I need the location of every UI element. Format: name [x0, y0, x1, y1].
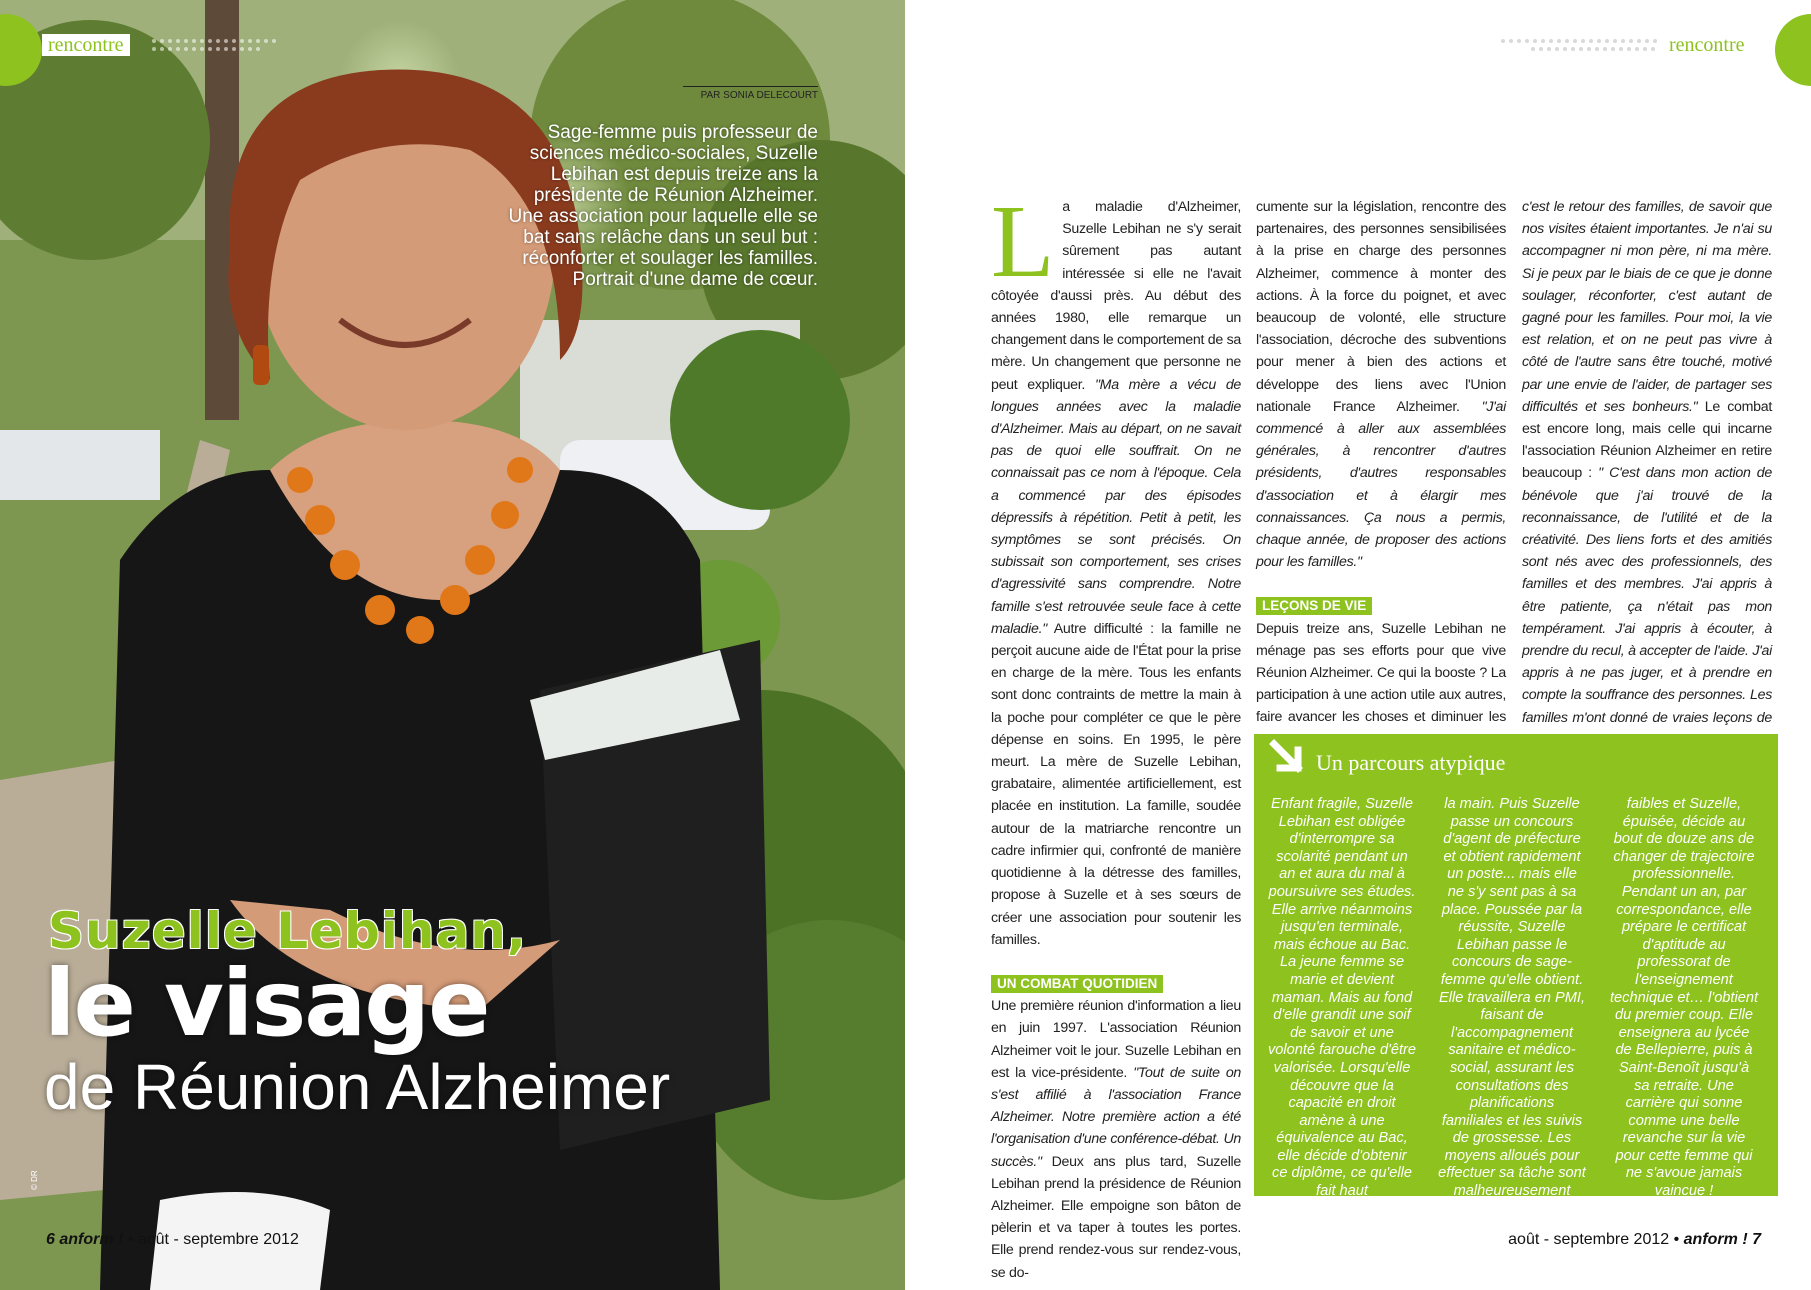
col1-para4: Deux ans plus tard, Suzelle Lebihan prend la présidence de Réunion Alzheimer. Elle empoigne son bâton de pèlerin et va taper à toutes les portes. Elle prend rendez-vous sur rendez-vous, se do- [991, 1153, 1241, 1281]
article-column-2 [1256, 196, 1506, 773]
byline: PAR SONIA DELECOURT [683, 86, 818, 101]
folio-right-date: août - septembre 2012 • [1508, 1231, 1680, 1248]
section-tab-marker-right [1775, 14, 1811, 86]
folio-left [46, 1231, 299, 1249]
right-page [905, 0, 1811, 1290]
folio-left-date: août - septembre 2012 [133, 1231, 299, 1248]
section-tag: rencontre [42, 34, 130, 56]
folio-left-number: 6 [46, 1231, 55, 1248]
col1-quote2: "Tout de suite on s'est affilié à l'association France Alzheimer. Notre première action a été l'organisation d'une conférence-débat. Un succès." [991, 1064, 1241, 1170]
col3-quote2: " C'est dans mon action de bénévole que j'ai trouvé de la reconnaissance, de l'utilité et de la créativité. Des liens forts et des amitiés sont nés avec des professionnels, des familles et des membres. J'ai appris à être patiente, ça n'était pas mon tempérament. J'ai appris à écouter, à prendre du recul, à accepter de l'aide. J'ai appris à ne pas juger, et à prendre en compte la souffrance des personnes. Les familles m'ont donné de vraies leçons de [1522, 465, 1772, 726]
decorative-dots [150, 37, 400, 53]
folio-right [1508, 1231, 1761, 1249]
folio-left-mag: anform ! • [59, 1231, 134, 1248]
col3-para1: Le combat est encore long, mais celle qui incarne l'association Réunion Alzheimer en retire beaucoup : [1522, 398, 1772, 482]
col2-para1: cumente sur la législation, rencontre des partenaires, des personnes sensibilisées à la prise en charge des personnes Alzheimer, commence à monter des actions. À la force du poignet, et avec beaucoup de volonté, elle structure l'association, décroche des subventions pour mener à bien des actions et développe des liens avec l'Union nationale France Alzheimer. [1256, 199, 1506, 415]
title-main: le visage [44, 950, 489, 1057]
folio-right-mag: anform ! [1679, 1231, 1748, 1248]
box-column-2: la main. Puis Suzelle passe un concours d'agent de préfecture et obtient rapidement un poste... mais elle ne s'y sent pas à sa place. Poussée par la réussite, Suzelle Lebihan passe le concours de sage-femme qu'elle obtient. Elle travaillera en PMI, faisant de l'accompagnement sanitaire et médico-social, assurant les consultations des planifications familiales et les suivis de grossesse. Les moyens alloués pour effectuer sa tâche sont malheureusement [1438, 796, 1586, 1200]
decorative-dots-right [1383, 37, 1663, 53]
subhead-combat: UN COMBAT QUOTIDIEN [991, 975, 1163, 993]
article-column-1 [991, 184, 1242, 1284]
drop-cap: L [991, 184, 1055, 299]
col1-para3: Une première réunion d'information a lieu en juin 1997. L'association Réunion Alzheimer voit le jour. Suzelle Lebihan en est la vice-présidente. [991, 998, 1241, 1081]
title-name: Suzelle Lebihan, [48, 902, 527, 960]
title-sub: de Réunion Alzheimer [44, 1051, 671, 1123]
col1-para2: Autre difficulté : la famille ne perçoit aucune aide de l'État pour la prise en charge de la mère. Tous les enfants sont donc contraints de mettre la main à la poche pour compléter ce que le père dépense en soins. En 1995, le père meurt. La mère de Suzelle Lebihan, grabataire, alimentée artificiellement, est placée en institution. La famille, soudée autour de la matriarche rencontre un cadre infirmier qui, confronté de manière quotidienne à la détresse des familles, propose à Suzelle et à ses sœurs de créer une association pour soutenir les familles. [991, 620, 1241, 948]
article-column-3 [1522, 196, 1772, 751]
col1-quote1: "Ma mère a vécu de longues années avec la maladie d'Alzheimer. Mais au départ, on ne savait pas de quoi elle souffrait. On ne connaissait pas ce nom à l'époque. Cela a commencé par des épisodes dépressifs à répétition. Petit à petit, les symptômes se sont précisés. On subissait son comportement, ses crises d'agressivité sans comprendre. Notre famille s'est retrouvée seule face à cette maladie." [991, 376, 1242, 637]
box-column-1: Enfant fragile, Suzelle Lebihan est obligée d'interrompre sa scolarité pendant un an et aura du mal à poursuivre ses études. Elle arrive néanmoins jusqu'en terminale, mais échoue au Bac. La jeune femme se marie et devient maman. Mais au fond d'elle grandit une soif de savoir et une volonté farouche d'être valorisée. Lorsqu'elle découvre que la capacité en droit amène à une équivalence au Bac, elle décide d'obtenir ce diplôme, ce qu'elle fait haut [1268, 796, 1417, 1200]
col2-para2: Depuis treize ans, Suzelle Lebihan ne ménage pas ses efforts pour que vive Réunion Alzheimer. Ce qui la booste ? La participation à une action utile aux autres, faire avancer les choses et diminuer les [1256, 620, 1506, 726]
intro-text: Sage-femme puis professeur de sciences médico-sociales, Suzelle Lebihan est depuis treize ans la présidente de Réunion Alzheimer. Une association pour laquelle elle se bat sans relâche dans un seul but : réconforter et soulager les familles. Portrait d'une dame de cœur. [508, 122, 818, 290]
folio-right-number: 7 [1747, 1231, 1761, 1248]
box-column-3: faibles et Suzelle, épuisée, décide au bout de douze ans de changer de trajectoire professionnelle. Pendant un an, par correspondance, elle prépare le certificat d'aptitude au professorat de l'enseignement technique et… l'obtient du premier coup. Elle enseignera au lycée de Bellepierre, puis à Saint-Benoît jusqu'à sa retraite. Une carrière qui sonne comme une belle revanche sur la vie pour cette femme qui ne s'avoue jamais vaincue ! [1610, 796, 1759, 1200]
section-tag-right: rencontre [1663, 34, 1751, 56]
col3-quote1: c'est le retour des familles, de savoir que nos visites étaient importantes. Je n'ai su accompagner ni mon père, ni ma mère. Si je peux par le biais de ce que je donne soulager, réconforter, c'est autant de gagné pour les familles. Pour moi, la vie est relation, et on ne peut pas vivre à côté de l'autre sans être touché, motivé par une envie de l'aider, de partager ses difficultés et ses bonheurs." [1522, 199, 1772, 415]
box-title: Un parcours atypique [1316, 750, 1506, 775]
col1-para1: a maladie d'Alzheimer, Suzelle Lebihan ne s'y serait sûrement pas autant intéressée si elle ne l'avait côtoyée d'aussi près. Au début des années 1980, elle remarque un changement dans le comportement de sa mère. Un changement que personne ne peut expliquer. [991, 199, 1241, 393]
photo-credit: © DR [30, 1170, 39, 1190]
subhead-lecons: LEÇONS DE VIE [1256, 597, 1372, 615]
col2-quote1: "J'ai commencé à aller aux assemblées générales, à rencontrer d'autres présidents, d'autres responsables d'association et à élargir mes connaissances. Ça nous a permis, chaque année, de proposer des actions pour les familles." [1256, 398, 1506, 571]
sidebar-box [1254, 734, 1778, 1200]
left-page [0, 0, 905, 1290]
arrow-down-right-icon [1268, 738, 1312, 782]
